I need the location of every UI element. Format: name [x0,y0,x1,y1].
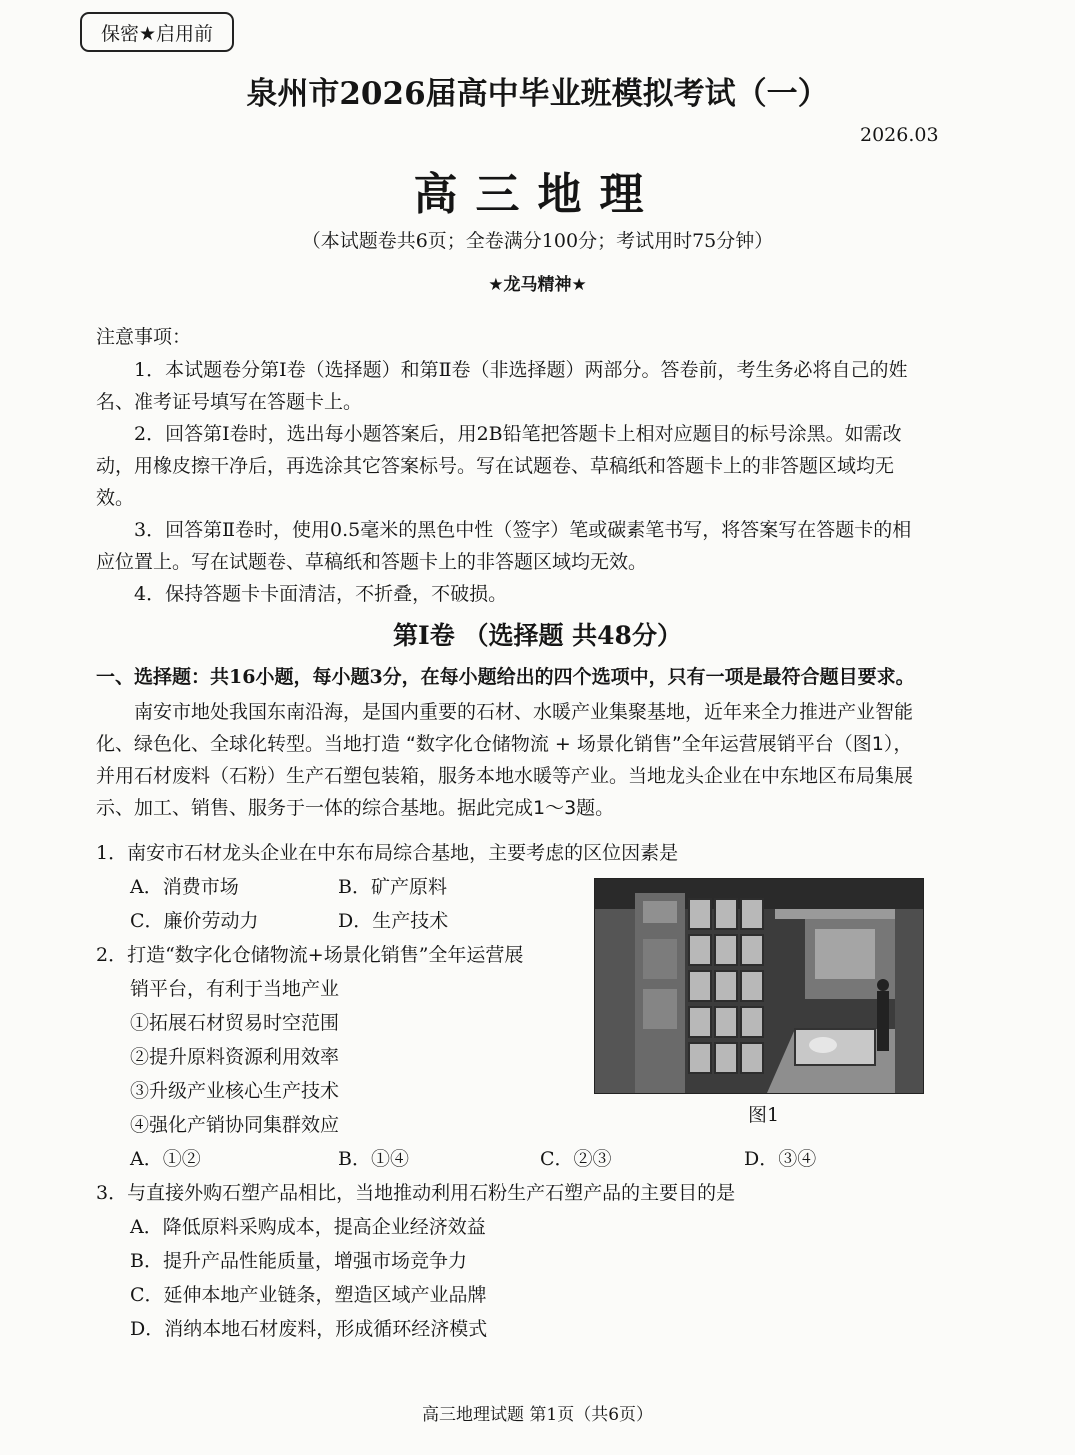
q3-option-c: C．延伸本地产业链条，塑造区域产业品牌 [130,1284,487,1306]
q2-item-4: ④强化产销协同集群效应 [130,1114,340,1136]
q3-option-d: D．消纳本地石材废料，形成循环经济模式 [130,1318,488,1340]
q2-option-b: B．①④ [338,1148,409,1170]
notice-item-4: 4．保持答题卡卡面清洁，不折叠，不破损。 [134,583,508,605]
q1-option-c: C．廉价劳动力 [130,910,259,932]
secret-badge: 保密★启用前 [80,12,234,52]
notice-heading: 注意事项： [96,326,192,348]
q2-item-1: ①拓展石材贸易时空范围 [130,1012,340,1034]
q1-stem: 1．南安市石材龙头企业在中东布局综合基地，主要考虑的区位因素是 [96,842,679,864]
q1-option-d: D．生产技术 [338,910,449,932]
notice-item-2: 2．回答第Ⅰ卷时，选出每小题答案后，用2B铅笔把答题卡上相对应题目的标号涂黑。如需改动，用橡皮擦干净后，再选涂其它答案标号。写在试题卷、草稿纸和答题卡上的非答题区域均无效。 [96,423,902,509]
subject-title: 高三地理 [413,169,662,220]
q1-option-a: A．消费市场 [130,876,239,898]
q2-item-3: ③升级产业核心生产技术 [130,1080,340,1102]
figure-1-photo [594,878,924,1094]
q2-stem-line2: 销平台，有利于当地产业 [130,978,340,1000]
q2-option-d: D．③④ [744,1148,817,1170]
showroom-photo [595,879,923,1093]
notice-item-3: 3．回答第Ⅱ卷时，使用0.5毫米的黑色中性（签字）笔或碳素笔书写，将答案写在答题卡的相应位置上。写在试题卷、草稿纸和答题卡上的非答题区域均无效。 [96,519,912,573]
q2-stem-line1: 2．打造“数字化仓储物流+场景化销售”全年运营展 [96,944,524,966]
q3-option-b: B．提升产品性能质量，增强市场竞争力 [130,1250,467,1272]
section-title: 第Ⅰ卷 （选择题 共48分） [393,621,682,650]
q2-item-2: ②提升原料资源利用效率 [130,1046,340,1068]
notice-item-1: 1．本试题卷分第Ⅰ卷（选择题）和第Ⅱ卷（非选择题）两部分。答卷前，考生务必将自己的姓名、准考证号填写在答题卡上。 [96,359,908,413]
figure-1-caption: 图1 [748,1104,780,1126]
exam-title: 泉州市2026届高中毕业班模拟考试（一） [246,76,829,112]
exam-date: 2026.03 [860,124,939,146]
q1-option-b: B．矿产原料 [338,876,447,898]
q3-option-a: A．降低原料采购成本，提高企业经济效益 [130,1216,486,1238]
page-footer: 高三地理试题 第1页（共6页） [421,1405,654,1425]
q2-option-a: A．①② [130,1148,201,1170]
question-intro: 一、选择题：共16小题，每小题3分，在每小题给出的四个选项中，只有一项是最符合题目要求。 [96,666,915,688]
q3-stem: 3．与直接外购石塑产品相比，当地推动利用石粉生产石塑产品的主要目的是 [96,1182,736,1204]
q2-option-c: C．②③ [540,1148,612,1170]
material-text: 南安市地处我国东南沿海，是国内重要的石材、水暖产业集聚基地，近年来全力推进产业智能化、绿色化、全球化转型。当地打造 “数字化仓储物流 + 场景化销售”全年运营展销平台（图1），并用石材废料（石粉）生产石塑包装箱，服务本地水暖等产业。当地龙头企业在中东地区布局集展示、加工、销售、服务于一体的综合基地。据此完成1～3题。 [96,701,914,819]
exam-info: （本试题卷共6页；全卷满分100分；考试用时75分钟） [301,230,774,252]
motto: ★龙马精神★ [488,275,587,295]
